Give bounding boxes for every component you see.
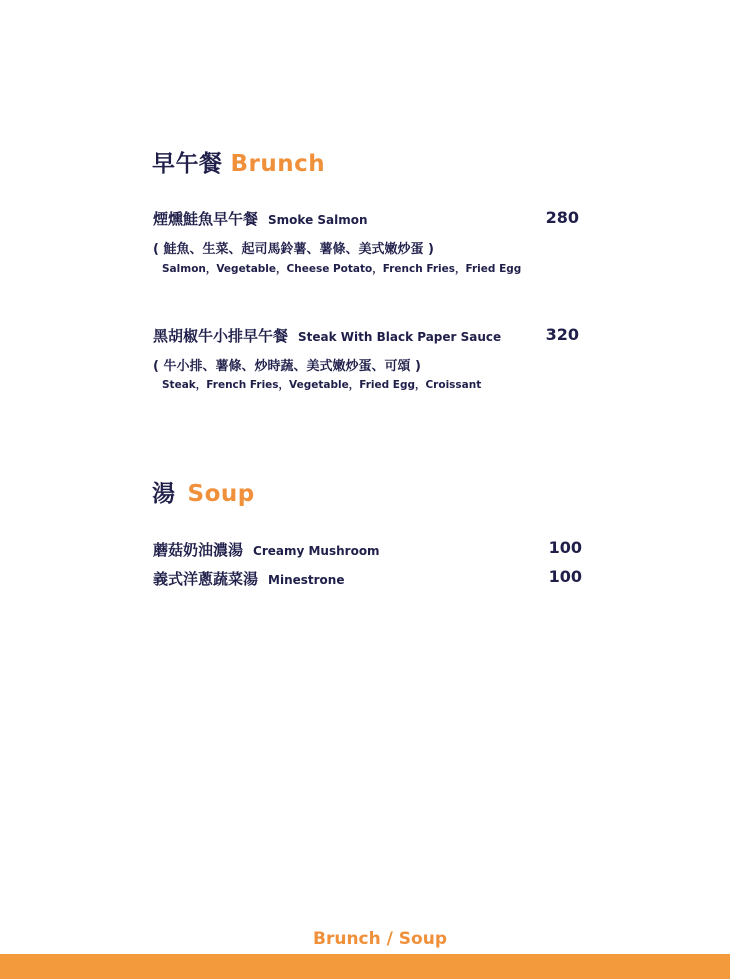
menu-item-name [153, 325, 501, 346]
section-title-zh: 湯 [152, 481, 176, 507]
footer-page-label: Brunch / Soup [313, 929, 447, 949]
section-title-brunch [152, 145, 325, 178]
menu-item-name-en: Minestrone [268, 573, 345, 587]
menu-item-name-zh: 黑胡椒牛小排早午餐 [153, 327, 289, 345]
section-title-en: Soup [187, 481, 255, 507]
menu-item-price: 280 [545, 208, 579, 227]
menu-item-name-en: Creamy Mushroom [253, 544, 380, 558]
menu-item-name [153, 208, 368, 229]
menu-item-name-zh: 煙燻鮭魚早午餐 [153, 210, 259, 228]
menu-item-name-en: Steak With Black Paper Sauce [298, 330, 502, 344]
menu-item-name [153, 568, 344, 589]
menu-item-name-zh: 蘑菇奶油濃湯 [153, 541, 244, 559]
footer-bar [0, 954, 730, 979]
menu-item-name-en: Smoke Salmon [268, 213, 368, 227]
menu-item-description-zh: ( 牛小排、薯條、炒時蔬、美式嫩炒蛋、可頌 ) [153, 359, 421, 374]
menu-item-name-zh: 義式洋蔥蔬菜湯 [153, 570, 259, 588]
menu-item-price: 100 [548, 538, 582, 557]
menu-item-description-zh: ( 鮭魚、生菜、起司馬鈴薯、薯條、美式嫩炒蛋 ) [153, 242, 434, 257]
section-title-en: Brunch [230, 151, 326, 177]
menu-item-description-en: Salmon，Vegetable，Cheese Potato，French Fries，Fried Egg [162, 263, 522, 275]
menu-item-price: 100 [548, 567, 582, 586]
menu-item-price: 320 [545, 325, 579, 344]
menu-item-name [153, 539, 380, 560]
section-title-zh: 早午餐 [152, 151, 223, 177]
menu-item-description-en: Steak，French Fries，Vegetable，Fried Egg，Croissant [162, 379, 482, 391]
section-title-soup [152, 475, 255, 508]
